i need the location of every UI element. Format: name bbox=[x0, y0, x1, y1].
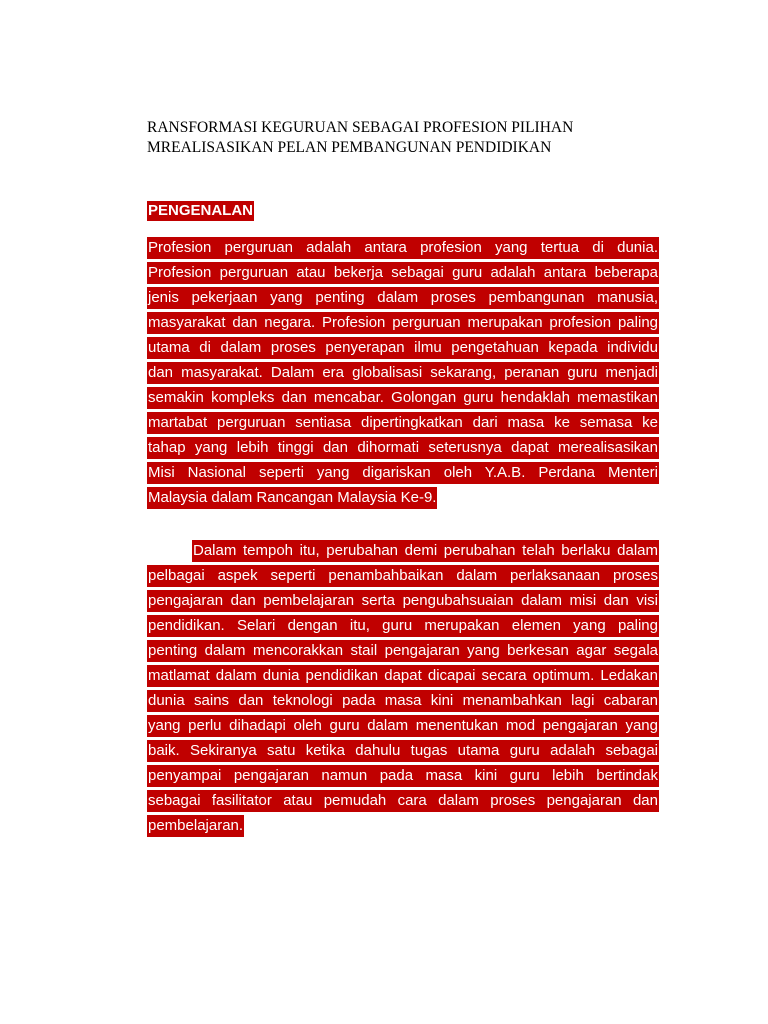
paragraph-line bbox=[147, 412, 659, 437]
paragraph-line bbox=[147, 740, 659, 765]
paragraph-line bbox=[147, 565, 659, 590]
paragraph-line bbox=[147, 262, 659, 287]
highlighted-text: pengajaran dan pembelajaran serta pengubahsuaian dalam misi dan visi bbox=[147, 590, 659, 612]
highlighted-text: masyarakat dan negara. Profesion perguruan merupakan profesion paling bbox=[147, 312, 659, 334]
highlighted-text: pendidikan. Selari dengan itu, guru merupakan elemen yang paling bbox=[147, 615, 659, 637]
highlighted-text: Profesion perguruan adalah antara profesion yang tertua di dunia. bbox=[147, 237, 659, 259]
paragraph-1 bbox=[147, 237, 659, 512]
highlighted-text: matlamat dalam dunia pendidikan dapat dicapai secara optimum. Ledakan bbox=[147, 665, 659, 687]
paragraph-line bbox=[147, 437, 659, 462]
paragraph-line bbox=[147, 765, 659, 790]
paragraph-line bbox=[147, 237, 659, 262]
highlighted-text: pembelajaran. bbox=[147, 815, 244, 837]
highlighted-text: dunia sains dan teknologi pada masa kini menambahkan lagi cabaran bbox=[147, 690, 659, 712]
highlighted-text: semakin kompleks dan mencabar. Golongan guru hendaklah memastikan bbox=[147, 387, 659, 409]
highlighted-text: jenis pekerjaan yang penting dalam proses pembangunan manusia, bbox=[147, 287, 659, 309]
highlighted-text: Dalam tempoh itu, perubahan demi perubahan telah berlaku dalam bbox=[192, 540, 659, 562]
paragraph-line bbox=[147, 665, 659, 690]
paragraph-line bbox=[147, 640, 659, 665]
section-heading bbox=[147, 200, 254, 222]
paragraph-line bbox=[147, 337, 659, 362]
highlighted-text: martabat perguruan sentiasa dipertingkatkan dari masa ke semasa ke bbox=[147, 412, 659, 434]
paragraph-line bbox=[147, 312, 659, 337]
highlighted-text: utama di dalam proses penyerapan ilmu pengetahuan kepada individu bbox=[147, 337, 659, 359]
paragraph-line bbox=[147, 690, 659, 715]
highlighted-text: yang perlu dihadapi oleh guru dalam menentukan mod pengajaran yang bbox=[147, 715, 659, 737]
paragraph-line bbox=[147, 287, 659, 312]
paragraph-line bbox=[147, 487, 659, 512]
document-title bbox=[147, 118, 667, 158]
highlighted-text: Misi Nasional seperti yang digariskan oleh Y.A.B. Perdana Menteri bbox=[147, 462, 659, 484]
paragraph-line bbox=[147, 362, 659, 387]
highlighted-text: pelbagai aspek seperti penambahbaikan dalam perlaksanaan proses bbox=[147, 565, 659, 587]
highlighted-text: dan masyarakat. Dalam era globalisasi sekarang, peranan guru menjadi bbox=[147, 362, 659, 384]
title-line-1: RANSFORMASI KEGURUAN SEBAGAI PROFESION PILIHAN bbox=[147, 119, 574, 136]
title-line-2: MREALISASIKAN PELAN PEMBANGUNAN PENDIDIKAN bbox=[147, 139, 552, 156]
highlighted-text: sebagai fasilitator atau pemudah cara dalam proses pengajaran dan bbox=[147, 790, 659, 812]
highlighted-text: baik. Sekiranya satu ketika dahulu tugas utama guru adalah sebagai bbox=[147, 740, 659, 762]
highlighted-text: penting dalam mencorakkan stail pengajaran yang berkesan agar segala bbox=[147, 640, 659, 662]
highlighted-text: Malaysia dalam Rancangan Malaysia Ke-9. bbox=[147, 487, 437, 509]
paragraph-line bbox=[147, 815, 659, 840]
highlighted-text: tahap yang lebih tinggi dan dihormati seterusnya dapat merealisasikan bbox=[147, 437, 659, 459]
paragraph-line bbox=[147, 790, 659, 815]
paragraph-line bbox=[147, 715, 659, 740]
paragraph-line bbox=[147, 615, 659, 640]
highlighted-text: penyampai pengajaran namun pada masa kini guru lebih bertindak bbox=[147, 765, 659, 787]
paragraph-line bbox=[147, 590, 659, 615]
paragraph-line bbox=[147, 540, 659, 565]
paragraph-line bbox=[147, 387, 659, 412]
paragraph-2 bbox=[147, 540, 659, 840]
section-heading-text: PENGENALAN bbox=[148, 202, 254, 219]
highlighted-text: Profesion perguruan atau bekerja sebagai guru adalah antara beberapa bbox=[147, 262, 659, 284]
paragraph-line bbox=[147, 462, 659, 487]
